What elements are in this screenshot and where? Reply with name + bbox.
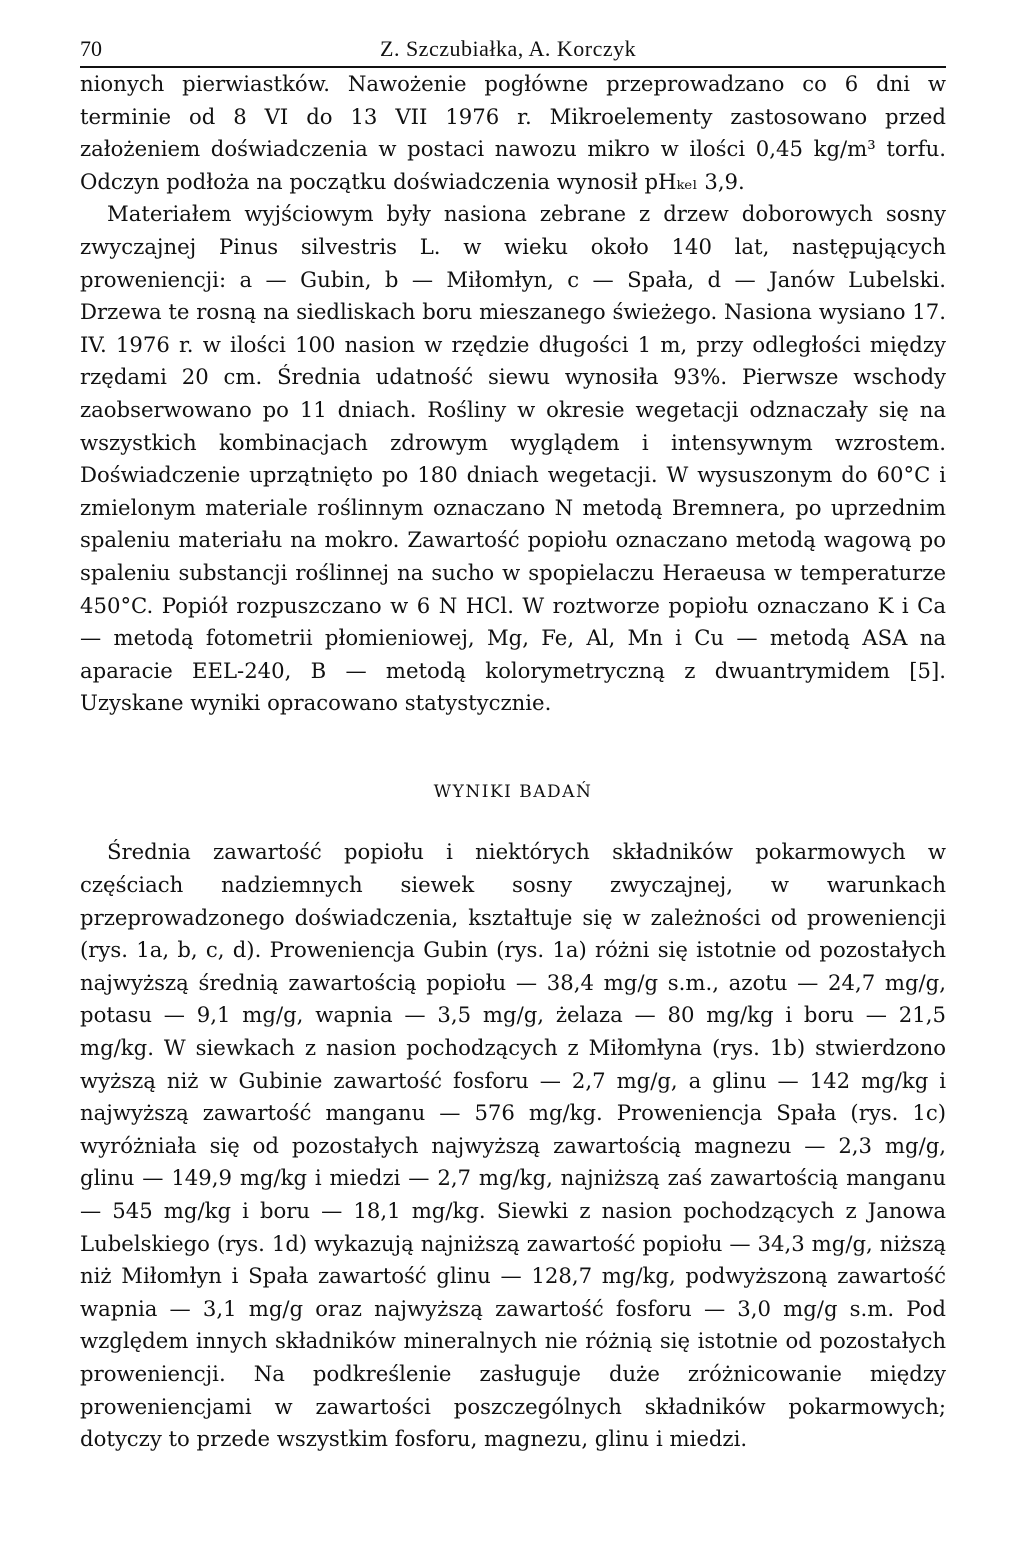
paragraph-materials-methods: Materiałem wyjściowym były nasiona zebrane z drzew doborowych sosny zwyczajnej Pinus silvestris L. w wieku około 140 lat, następujących proweniencji: a — Gubin, b — Miłomłyn, c — Spała, d — Janów Lubelski. Drzewa te rosną na siedliskach boru mieszanego świeżego. Nasiona wysiano 17. IV. 1976 r. w ilości 100 nasion w rzędzie długości 1 m, przy odległości między rzędami 20 cm. Średnia udatność siewu wynosiła 93%. Pierwsze wschody zaobserwowano po 11 dniach. Rośliny w okresie wegetacji odznaczały się na wszystkich kombinacjach zdrowym wyglądem i intensywnym wzrostem. Doświadczenie uprzątnięto po 180 dniach wegetacji. W wysuszonym do 60°C i zmielonym materiale roślinnym oznaczano N metodą Bremnera, po uprzednim spaleniu materiału na mokro. Zawartość popiołu oznaczano metodą wagową po spaleniu substancji roślinnej na sucho w spopielaczu Heraeusa w temperaturze 450°C. Popiół rozpuszczano w 6 N HCl. W roztworze popiołu oznaczano K i Ca — metodą fotometrii płomieniowej, Mg, Fe, Al, Mn i Cu — metodą ASA na aparacie EEL-240, B — metodą kolorymetryczną z dwuantrymidem [5]. Uzyskane wyniki opracowano statystycznie. — [80, 201, 946, 716]
paragraph-results: Średnia zawartość popiołu i niektórych składników pokarmowych w częściach nadziemnych siewek sosny zwyczajnej, w warunkach przeprowadzonego doświadczenia, kształtuje się w zależności od proweniencji (rys. 1a, b, c, d). Proweniencja Gubin (rys. 1a) różni się istotnie od pozostałych najwyższą średnią zawartością popiołu — 38,4 mg/g s.m., azotu — 24,7 mg/g, potasu — 9,1 mg/g, wapnia — 3,5 mg/g, żelaza — 80 mg/kg i boru — 21,5 mg/kg. W siewkach z nasion pochodzących z Miłomłyna (rys. 1b) stwierdzono wyższą niż w Gubinie zawartość fosforu — 2,7 mg/g, a glinu — 142 mg/kg i najwyższą zawartość manganu — 576 mg/kg. Proweniencja Spała (rys. 1c) wyróżniała się od pozostałych najwyższą zawartością magnezu — 2,3 mg/g, glinu — 149,9 mg/kg i miedzi — 2,7 mg/kg, najniższą zaś zawartością manganu — 545 mg/kg i boru — 18,1 mg/kg. Siewki z nasion pochodzących z Janowa Lubelskiego (rys. 1d) wykazują najniższą zawartość popiołu — 34,3 mg/g, niższą niż Miłomłyn i Spała zawartość glinu — 128,7 mg/kg, podwyższoną zawartość wapnia — 3,1 mg/g oraz najwyższą zawartość fosforu — 3,0 mg/g s.m. Pod względem innych składników mineralnych nie różnią się istotnie od pozostałych proweniencji. Na podkreślenie zasługuje duże zróżnicowanie między proweniencjami w zawartości poszczególnych składników pokarmowych; dotyczy to przede wszystkim fosforu, magnezu, glinu i miedzi. — [80, 839, 946, 1452]
page-header — [80, 30, 946, 68]
page — [80, 30, 946, 1456]
paragraph-fertilization: nionych pierwiastków. Nawożenie pogłówne przeprowadzano co 6 dni w terminie od 8 VI do 13 VII 1976 r. Mikroelementy zastosowano przed założeniem doświadczenia w postaci nawozu mikro w ilości 0,45 kg/m³ torfu. Odczyn podłoża na początku doświadczenia wynosił pHₖₑₗ 3,9. — [80, 71, 946, 194]
page-number: 70 — [80, 36, 102, 61]
body-text — [80, 68, 946, 1456]
running-head-authors: Z. Szczubiałka, A. Korczyk — [380, 36, 637, 61]
section-heading-results: WYNIKI BADAŃ — [433, 781, 593, 802]
